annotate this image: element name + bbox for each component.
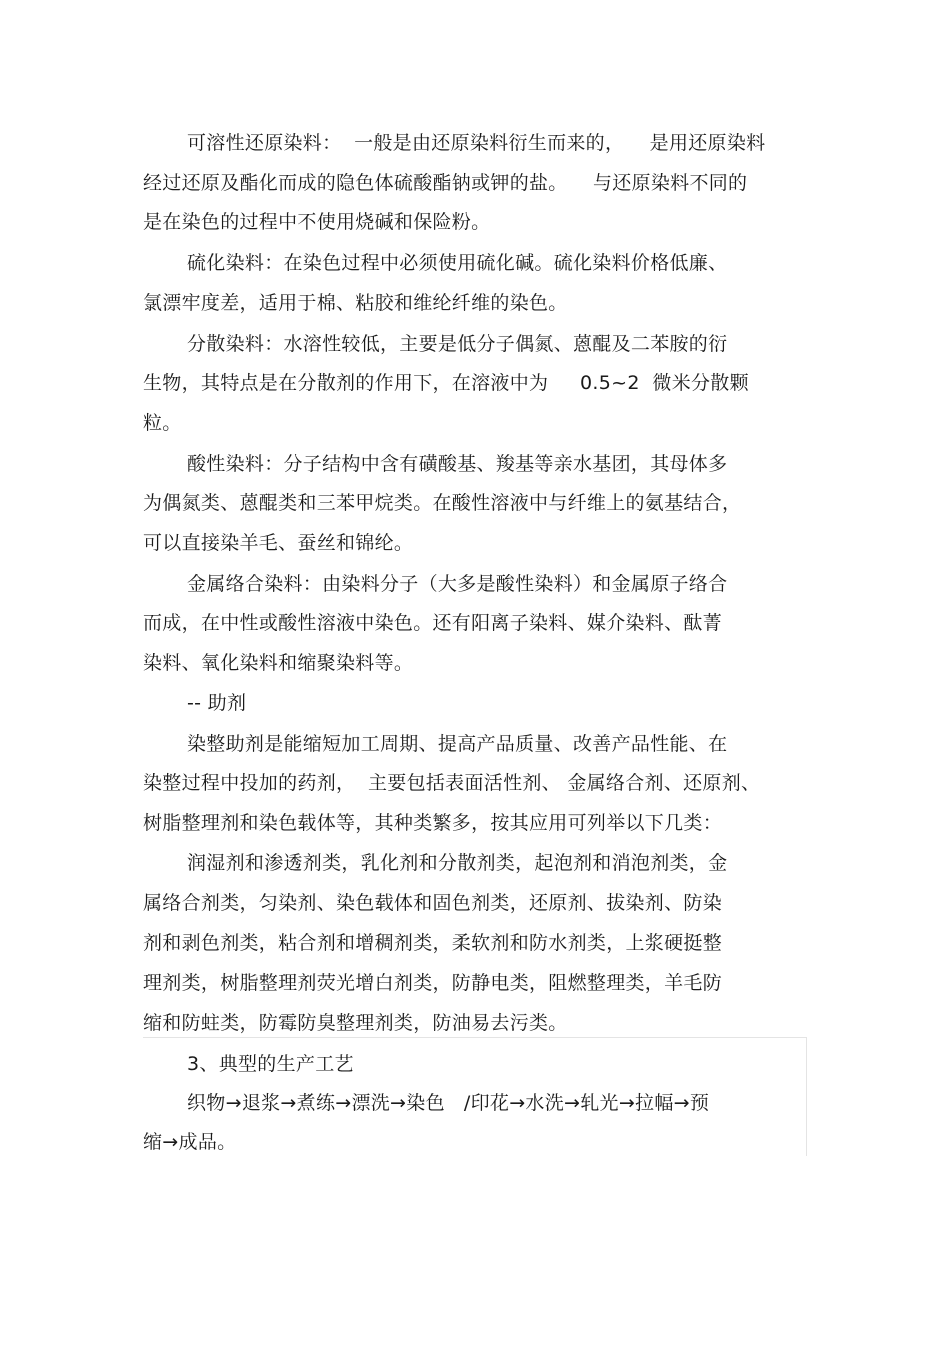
text-line: 树脂整理剂和染色载体等，其种类繁多，按其应用可列举以下几类： (143, 812, 723, 834)
text-line: 硫化染料：在染色过程中必须使用硫化碱。硫化染料价格低廉、 (187, 252, 728, 274)
text-line: 染料、氧化染料和缩聚染料等。 (143, 652, 414, 674)
text-line: 可以直接染羊毛、蚕丝和锦纶。 (143, 532, 414, 554)
section-heading: 3、典型的生产工艺 (187, 1053, 354, 1075)
text-line: 属络合剂类，匀染剂、染色载体和固色剂类，还原剂、拔染剂、防染 (143, 892, 723, 914)
text-line: 为偶氮类、蒽醌类和三苯甲烷类。在酸性溶液中与纤维上的氨基结合， (143, 492, 742, 514)
text-line: 缩和防蛀类，防霉防臭整理剂类，防油易去污类。 (143, 1012, 568, 1034)
text-line: 是在染色的过程中不使用烧碱和保险粉。 (143, 211, 491, 233)
text-line: 经过还原及酯化而成的隐色体硫酸酯钠或钾的盐。 与还原染料不同的 (143, 172, 748, 194)
text-line: 织物→退浆→煮练→漂洗→染色 /印花→水洗→轧光→拉幅→预 (187, 1092, 710, 1114)
text-line: 分散染料：水溶性较低，主要是低分子偶氮、蒽醌及二苯胺的衍 (187, 333, 728, 355)
text-line: 生物，其特点是在分散剂的作用下，在溶液中为 0.5~2 微米分散颗 (143, 372, 749, 394)
text-line: 剂和剥色剂类，粘合剂和增稠剂类，柔软剂和防水剂类，上浆硬挺整 (143, 932, 723, 954)
text-line: 而成，在中性或酸性溶液中染色。还有阳离子染料、媒介染料、酞菁 (143, 612, 723, 634)
text-line: 染整助剂是能缩短加工周期、提高产品质量、改善产品性能、在 (187, 733, 728, 755)
text-line: 染整过程中投加的药剂， 主要包括表面活性剂、 金属络合剂、还原剂、 (143, 772, 761, 794)
text-line: 理剂类，树脂整理剂荧光增白剂类，防静电类，阻燃整理类，羊毛防 (143, 972, 723, 994)
text-line: 金属络合染料：由染料分子（大多是酸性染料）和金属原子络合 (187, 573, 728, 595)
text-line: 酸性染料：分子结构中含有磺酸基、羧基等亲水基团，其母体多 (187, 453, 728, 475)
text-line: 氯漂牢度差，适用于棉、粘胶和维纶纤维的染色。 (143, 292, 568, 314)
text-line: 润湿剂和渗透剂类，乳化剂和分散剂类，起泡剂和消泡剂类，金 (187, 852, 728, 874)
text-line: 缩→成品。 (143, 1131, 237, 1153)
text-line: 可溶性还原染料： 一般是由还原染料衍生而来的， 是用还原染料 (187, 132, 766, 154)
text-line: 粒。 (143, 412, 182, 434)
section-heading: -- 助剂 (187, 692, 247, 714)
